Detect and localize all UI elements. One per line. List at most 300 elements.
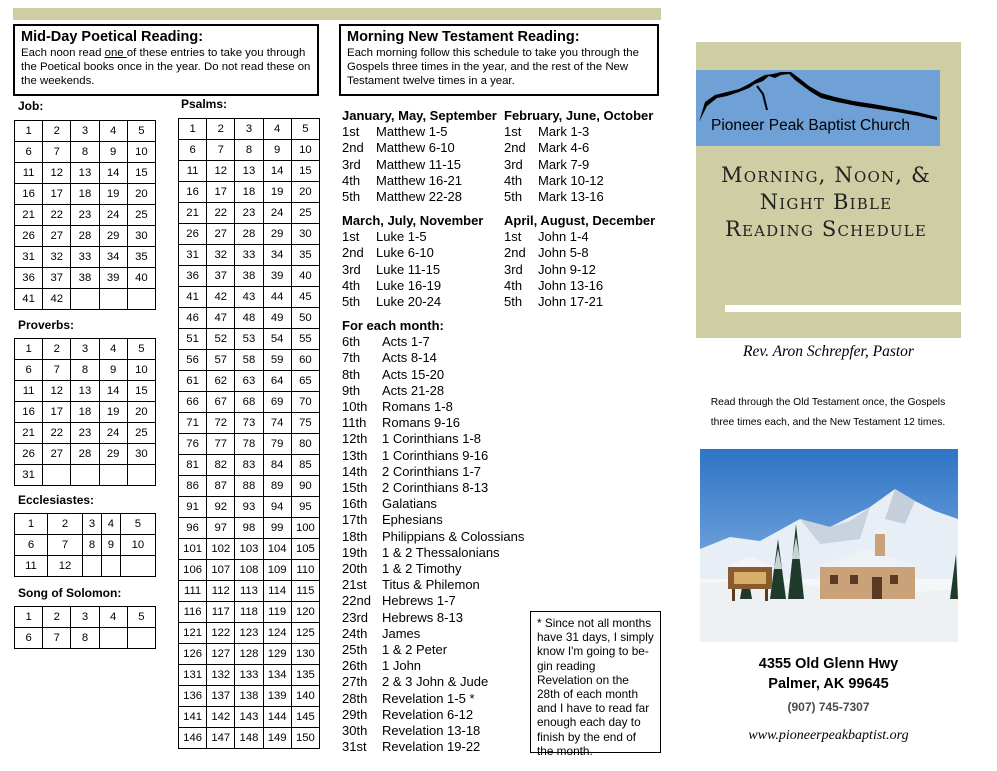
psalms-chapter-cell: 120 — [291, 602, 319, 623]
psalms-chapter-row — [179, 602, 320, 623]
psalms-chapter-cell: 103 — [235, 539, 263, 560]
job-chapter-cell: 3 — [71, 121, 99, 142]
psalms-chapter-cell: 16 — [179, 182, 207, 203]
psalms-chapter-row — [179, 224, 320, 245]
psalms-chapter-cell: 145 — [291, 707, 319, 728]
day-ordinal: 29th — [342, 706, 368, 722]
psalms-chapter-cell: 49 — [263, 308, 291, 329]
psalms-chapter-cell: 113 — [235, 581, 263, 602]
psalms-chapter-cell: 14 — [263, 161, 291, 182]
proverbs-chapter-cell: 7 — [43, 360, 71, 381]
song-chapter-cell: 1 — [15, 607, 43, 628]
job-chapter-row — [15, 205, 156, 226]
proverbs-chapter-row — [15, 423, 156, 444]
job-chapter-cell: 26 — [15, 226, 43, 247]
psalms-chapter-row — [179, 392, 320, 413]
song-chapter-row — [15, 607, 156, 628]
morning-box — [339, 24, 659, 96]
song-label: Song of Solomon: — [18, 586, 122, 600]
psalms-chapter-row — [179, 686, 320, 707]
job-chapter-cell: 10 — [127, 142, 155, 163]
schedule-row — [504, 189, 664, 205]
psalms-chapter-row — [179, 287, 320, 308]
day-ordinal: 15th — [342, 480, 368, 496]
psalms-chapter-cell: 125 — [291, 623, 319, 644]
proverbs-chapter-cell: 19 — [99, 402, 127, 423]
proverbs-chapter-cell: 16 — [15, 402, 43, 423]
psalms-chapter-cell: 39 — [263, 266, 291, 287]
psalms-chapter-cell: 85 — [291, 455, 319, 476]
job-label: Job: — [18, 99, 44, 113]
psalms-chapter-cell: 134 — [263, 665, 291, 686]
song-chapter-cell: 3 — [71, 607, 99, 628]
psalms-chapter-cell: 70 — [291, 392, 319, 413]
psalms-chapter-cell: 5 — [291, 119, 319, 140]
day-ordinal: 5th — [504, 294, 523, 310]
schedule-row — [342, 229, 502, 245]
job-chapter-cell: 14 — [99, 163, 127, 184]
psalms-chapter-cell: 102 — [207, 539, 235, 560]
proverbs-chapter-cell: 13 — [71, 381, 99, 402]
psalms-chapter-row — [179, 518, 320, 539]
psalms-chapter-cell: 104 — [263, 539, 291, 560]
day-ordinal: 4th — [342, 277, 361, 293]
job-chapter-cell: 1 — [15, 121, 43, 142]
psalms-chapter-cell: 79 — [263, 434, 291, 455]
song-chapter-cell — [99, 628, 127, 649]
job-chapter-cell: 12 — [43, 163, 71, 184]
proverbs-chapter-cell: 2 — [43, 339, 71, 360]
day-ordinal: 9th — [342, 382, 361, 398]
day-ordinal: 31st — [342, 739, 367, 755]
job-chapter-cell: 15 — [127, 163, 155, 184]
psalms-chapter-cell: 101 — [179, 539, 207, 560]
job-chapter-cell: 37 — [43, 268, 71, 289]
psalms-chapter-cell: 30 — [291, 224, 319, 245]
psalms-chapter-cell: 68 — [235, 392, 263, 413]
reading-passage: Ephesians — [382, 512, 443, 528]
job-chapter-row — [15, 121, 156, 142]
psalms-chapter-cell: 138 — [235, 686, 263, 707]
job-chapter-row — [15, 226, 156, 247]
midday-title: Mid-Day Poetical Reading: — [21, 29, 204, 45]
psalms-chapter-cell: 122 — [207, 623, 235, 644]
day-ordinal: 3rd — [504, 156, 523, 172]
job-chapter-cell: 8 — [71, 142, 99, 163]
psalms-chapter-row — [179, 161, 320, 182]
psalms-chapter-row — [179, 560, 320, 581]
address-line-2: Palmer, AK 99645 — [768, 676, 889, 692]
psalms-chapter-cell: 35 — [291, 245, 319, 266]
ecclesiastes-chapter-cell: 8 — [83, 535, 102, 556]
midday-box — [13, 24, 319, 96]
gospel-month-header: February, June, October — [504, 108, 654, 123]
psalms-chapter-cell: 62 — [207, 371, 235, 392]
day-ordinal: 16th — [342, 496, 368, 512]
proverbs-chapter-cell: 17 — [43, 402, 71, 423]
proverbs-chapter-row — [15, 381, 156, 402]
day-ordinal: 18th — [342, 528, 368, 544]
psalms-chapter-cell: 86 — [179, 476, 207, 497]
day-ordinal: 5th — [342, 294, 361, 310]
psalms-chapter-cell: 63 — [235, 371, 263, 392]
psalms-chapter-cell: 58 — [235, 350, 263, 371]
song-chapter-cell: 7 — [43, 628, 71, 649]
job-chapter-cell: 23 — [71, 205, 99, 226]
psalms-chapter-cell: 77 — [207, 434, 235, 455]
day-ordinal: 8th — [342, 366, 361, 382]
reading-passage: Acts 8-14 — [382, 350, 437, 366]
each-month-header: For each month: — [342, 318, 444, 333]
midday-desc-underlined: one — [104, 47, 127, 59]
psalms-chapter-cell: 91 — [179, 497, 207, 518]
psalms-chapter-cell: 107 — [207, 560, 235, 581]
psalms-chapter-cell: 92 — [207, 497, 235, 518]
reading-passage: Luke 16-19 — [376, 277, 442, 293]
ecclesiastes-chapter-cell: 5 — [120, 514, 155, 535]
proverbs-chapter-cell: 6 — [15, 360, 43, 381]
psalms-chapter-cell: 112 — [207, 581, 235, 602]
psalms-chapter-cell: 111 — [179, 581, 207, 602]
psalms-chapter-cell: 9 — [263, 140, 291, 161]
psalms-chapter-row — [179, 644, 320, 665]
psalms-chapter-cell: 65 — [291, 371, 319, 392]
ecclesiastes-chapter-row — [15, 535, 156, 556]
reading-passage: Revelation 6-12 — [382, 706, 474, 722]
song-chapter-cell: 2 — [43, 607, 71, 628]
psalms-chapter-cell: 26 — [179, 224, 207, 245]
psalms-chapter-cell: 131 — [179, 665, 207, 686]
schedule-row — [342, 383, 542, 399]
psalms-chapter-cell: 150 — [291, 728, 319, 749]
psalms-chapter-cell: 142 — [207, 707, 235, 728]
schedule-row — [342, 496, 542, 512]
job-chapter-cell: 11 — [15, 163, 43, 184]
schedule-row — [342, 262, 502, 278]
schedule-row — [342, 431, 542, 447]
schedule-row — [342, 707, 542, 723]
psalms-chapter-cell: 132 — [207, 665, 235, 686]
psalms-chapter-cell: 53 — [235, 329, 263, 350]
psalms-chapter-cell: 61 — [179, 371, 207, 392]
brochure-title — [700, 162, 952, 243]
top-band — [13, 8, 661, 20]
reading-passage: Matthew 16-21 — [376, 172, 462, 188]
job-chapter-cell: 34 — [99, 247, 127, 268]
ecclesiastes-chapter-cell: 11 — [15, 556, 48, 577]
psalms-chapter-cell: 88 — [235, 476, 263, 497]
day-ordinal: 7th — [342, 350, 361, 366]
psalms-chapter-row — [179, 119, 320, 140]
psalms-chapter-cell: 137 — [207, 686, 235, 707]
gospel-block-john — [504, 213, 664, 310]
psalms-chapter-cell: 123 — [235, 623, 263, 644]
reading-passage: Revelation 19-22 — [382, 739, 481, 755]
schedule-row — [504, 229, 664, 245]
psalms-chapter-cell: 147 — [207, 728, 235, 749]
job-chapter-cell: 29 — [99, 226, 127, 247]
proverbs-chapter-cell: 28 — [71, 444, 99, 465]
psalms-chapter-cell: 17 — [207, 182, 235, 203]
proverbs-chapter-row — [15, 402, 156, 423]
psalms-chapter-cell: 83 — [235, 455, 263, 476]
proverbs-label: Proverbs: — [18, 318, 75, 332]
schedule-row — [342, 140, 502, 156]
proverbs-chapter-cell: 23 — [71, 423, 99, 444]
psalms-chapter-cell: 38 — [235, 266, 263, 287]
job-chapter-cell: 39 — [99, 268, 127, 289]
reading-passage: John 9-12 — [538, 261, 596, 277]
day-ordinal: 13th — [342, 447, 368, 463]
day-ordinal: 28th — [342, 690, 368, 706]
psalms-chapter-cell: 129 — [263, 644, 291, 665]
job-chapter-cell: 16 — [15, 184, 43, 205]
day-ordinal: 25th — [342, 642, 368, 658]
proverbs-chapter-cell: 9 — [99, 360, 127, 381]
psalms-chapter-grid — [178, 118, 320, 749]
proverbs-chapter-row — [15, 465, 156, 486]
footnote-box: * Since not all months have 31 days, I simply know I'm going to be-gin reading Revelation on the 28th of each month and I have to read far enough each day to finish by the end of the month. — [530, 611, 661, 753]
job-chapter-cell: 41 — [15, 289, 43, 310]
psalms-chapter-row — [179, 203, 320, 224]
psalms-chapter-cell: 136 — [179, 686, 207, 707]
day-ordinal: 6th — [342, 334, 361, 350]
schedule-row — [504, 140, 664, 156]
reading-passage: Mark 4-6 — [538, 140, 590, 156]
schedule-row — [342, 278, 502, 294]
day-ordinal: 4th — [504, 172, 523, 188]
schedule-row — [342, 642, 542, 658]
psalms-chapter-row — [179, 266, 320, 287]
psalms-chapter-cell: 4 — [263, 119, 291, 140]
job-chapter-cell: 36 — [15, 268, 43, 289]
reading-passage: Galatians — [382, 496, 437, 512]
psalms-chapter-cell: 139 — [263, 686, 291, 707]
day-ordinal: 2nd — [342, 140, 364, 156]
psalms-chapter-cell: 54 — [263, 329, 291, 350]
ecclesiastes-chapter-cell: 7 — [47, 535, 82, 556]
reading-passage: Luke 1-5 — [376, 229, 427, 245]
phone-number: (907) 745-7307 — [787, 700, 870, 714]
midday-desc-post: of these entries to take you through the Poetical books once in the year. Do not read these on the weekends. — [21, 47, 311, 87]
reading-passage: 1 & 2 Thessalonians — [382, 544, 500, 560]
psalms-chapter-cell: 52 — [207, 329, 235, 350]
schedule-row — [342, 157, 502, 173]
job-chapter-cell: 24 — [99, 205, 127, 226]
proverbs-chapter-row — [15, 360, 156, 381]
reading-passage: John 5-8 — [538, 245, 589, 261]
schedule-row — [342, 480, 542, 496]
schedule-row — [504, 262, 664, 278]
reading-passage: Matthew 22-28 — [376, 189, 462, 205]
psalms-chapter-row — [179, 140, 320, 161]
job-chapter-cell: 6 — [15, 142, 43, 163]
schedule-row — [342, 529, 542, 545]
psalms-chapter-cell: 76 — [179, 434, 207, 455]
day-ordinal: 3rd — [342, 156, 361, 172]
day-ordinal: 4th — [342, 172, 361, 188]
gospel-block-mark — [504, 108, 664, 205]
church-photo — [700, 449, 958, 642]
psalms-chapter-cell: 89 — [263, 476, 291, 497]
psalms-chapter-cell: 50 — [291, 308, 319, 329]
psalms-chapter-cell: 42 — [207, 287, 235, 308]
schedule-row — [342, 350, 542, 366]
day-ordinal: 23rd — [342, 609, 369, 625]
address-line-1: 4355 Old Glenn Hwy — [758, 656, 899, 672]
gospel-month-header: April, August, December — [504, 213, 656, 228]
schedule-row — [504, 245, 664, 261]
proverbs-chapter-cell: 25 — [127, 423, 155, 444]
psalms-chapter-cell: 20 — [291, 182, 319, 203]
job-chapter-cell: 7 — [43, 142, 71, 163]
psalms-chapter-row — [179, 245, 320, 266]
psalms-chapter-cell: 56 — [179, 350, 207, 371]
psalms-chapter-cell: 24 — [263, 203, 291, 224]
proverbs-chapter-cell: 29 — [99, 444, 127, 465]
psalms-chapter-row — [179, 413, 320, 434]
psalms-chapter-cell: 75 — [291, 413, 319, 434]
psalms-chapter-cell: 47 — [207, 308, 235, 329]
psalms-chapter-cell: 37 — [207, 266, 235, 287]
psalms-chapter-cell: 93 — [235, 497, 263, 518]
psalms-chapter-cell: 74 — [263, 413, 291, 434]
schedule-row — [342, 464, 542, 480]
psalms-chapter-row — [179, 728, 320, 749]
reading-passage: Luke 20-24 — [376, 294, 442, 310]
day-ordinal: 2nd — [504, 245, 526, 261]
psalms-chapter-row — [179, 455, 320, 476]
psalms-chapter-cell: 71 — [179, 413, 207, 434]
job-chapter-row — [15, 163, 156, 184]
proverbs-chapter-cell: 5 — [127, 339, 155, 360]
psalms-chapter-cell: 67 — [207, 392, 235, 413]
psalms-chapter-cell: 21 — [179, 203, 207, 224]
reading-passage: Hebrews 1-7 — [382, 593, 456, 609]
psalms-chapter-cell: 10 — [291, 140, 319, 161]
job-chapter-row — [15, 289, 156, 310]
psalms-chapter-cell: 82 — [207, 455, 235, 476]
job-chapter-cell — [127, 289, 155, 310]
psalms-chapter-cell: 148 — [235, 728, 263, 749]
psalms-chapter-cell: 6 — [179, 140, 207, 161]
psalms-chapter-cell: 28 — [235, 224, 263, 245]
reading-passage: 1 Corinthians 9-16 — [382, 447, 489, 463]
day-ordinal: 10th — [342, 399, 368, 415]
proverbs-chapter-cell: 3 — [71, 339, 99, 360]
schedule-row — [342, 334, 542, 350]
psalms-chapter-cell: 59 — [263, 350, 291, 371]
psalms-chapter-row — [179, 707, 320, 728]
psalms-chapter-cell: 95 — [291, 497, 319, 518]
psalms-chapter-cell: 144 — [263, 707, 291, 728]
midday-desc — [21, 46, 311, 88]
reading-passage: Matthew 11-15 — [376, 156, 462, 172]
reading-passage: John 1-4 — [538, 229, 589, 245]
proverbs-chapter-cell: 4 — [99, 339, 127, 360]
reading-passage: Romans 9-16 — [382, 415, 461, 431]
gospel-block-matthew — [342, 108, 502, 205]
day-ordinal: 22nd — [342, 593, 371, 609]
psalms-chapter-cell: 27 — [207, 224, 235, 245]
proverbs-chapter-cell: 18 — [71, 402, 99, 423]
reading-passage: Acts 21-28 — [382, 382, 445, 398]
proverbs-chapter-cell: 27 — [43, 444, 71, 465]
psalms-chapter-cell: 69 — [263, 392, 291, 413]
proverbs-chapter-cell: 11 — [15, 381, 43, 402]
psalms-chapter-cell: 115 — [291, 581, 319, 602]
psalms-chapter-cell: 135 — [291, 665, 319, 686]
job-chapter-row — [15, 247, 156, 268]
job-chapter-cell: 33 — [71, 247, 99, 268]
ecclesiastes-chapter-cell — [101, 556, 120, 577]
job-chapter-cell: 40 — [127, 268, 155, 289]
psalms-chapter-cell: 55 — [291, 329, 319, 350]
gospel-block-luke — [342, 213, 502, 310]
day-ordinal: 1st — [504, 229, 522, 245]
proverbs-chapter-cell: 31 — [15, 465, 43, 486]
psalms-chapter-cell: 33 — [235, 245, 263, 266]
reading-passage: 1 John — [382, 658, 422, 674]
ecclesiastes-label: Ecclesiastes: — [18, 493, 95, 507]
job-chapter-cell — [99, 289, 127, 310]
job-chapter-cell: 28 — [71, 226, 99, 247]
psalms-chapter-cell: 40 — [291, 266, 319, 287]
psalms-chapter-row — [179, 581, 320, 602]
proverbs-chapter-grid — [14, 338, 156, 486]
job-chapter-cell: 25 — [127, 205, 155, 226]
psalms-chapter-cell: 22 — [207, 203, 235, 224]
psalms-chapter-cell: 106 — [179, 560, 207, 581]
job-chapter-cell: 19 — [99, 184, 127, 205]
schedule-row — [342, 577, 542, 593]
reading-passage: Hebrews 8-13 — [382, 609, 463, 625]
psalms-chapter-cell: 110 — [291, 560, 319, 581]
schedule-row — [342, 367, 542, 383]
schedule-row — [342, 245, 502, 261]
schedule-row — [342, 294, 502, 310]
psalms-chapter-cell: 32 — [207, 245, 235, 266]
midday-desc-pre: Each noon read — [21, 47, 105, 59]
psalms-chapter-row — [179, 623, 320, 644]
proverbs-chapter-cell — [99, 465, 127, 486]
proverbs-chapter-cell: 22 — [43, 423, 71, 444]
proverbs-chapter-cell: 30 — [127, 444, 155, 465]
job-chapter-cell: 13 — [71, 163, 99, 184]
gospel-month-header: March, July, November — [342, 213, 484, 228]
psalms-chapter-cell: 11 — [179, 161, 207, 182]
ecclesiastes-chapter-cell: 4 — [101, 514, 120, 535]
song-chapter-cell: 8 — [71, 628, 99, 649]
psalms-chapter-cell: 100 — [291, 518, 319, 539]
ecclesiastes-chapter-cell: 12 — [47, 556, 82, 577]
ecclesiastes-chapter-row — [15, 556, 156, 577]
psalms-chapter-row — [179, 350, 320, 371]
reading-passage: Acts 15-20 — [382, 366, 445, 382]
psalms-chapter-cell: 128 — [235, 644, 263, 665]
day-ordinal: 3rd — [342, 261, 361, 277]
schedule-row — [342, 626, 542, 642]
psalms-chapter-cell: 98 — [235, 518, 263, 539]
proverbs-chapter-cell — [71, 465, 99, 486]
psalms-chapter-cell: 108 — [235, 560, 263, 581]
schedule-row — [342, 189, 502, 205]
psalms-chapter-cell: 116 — [179, 602, 207, 623]
psalms-chapter-cell: 80 — [291, 434, 319, 455]
psalms-chapter-cell: 99 — [263, 518, 291, 539]
reading-passage: John 17-21 — [538, 294, 604, 310]
schedule-row — [342, 723, 542, 739]
